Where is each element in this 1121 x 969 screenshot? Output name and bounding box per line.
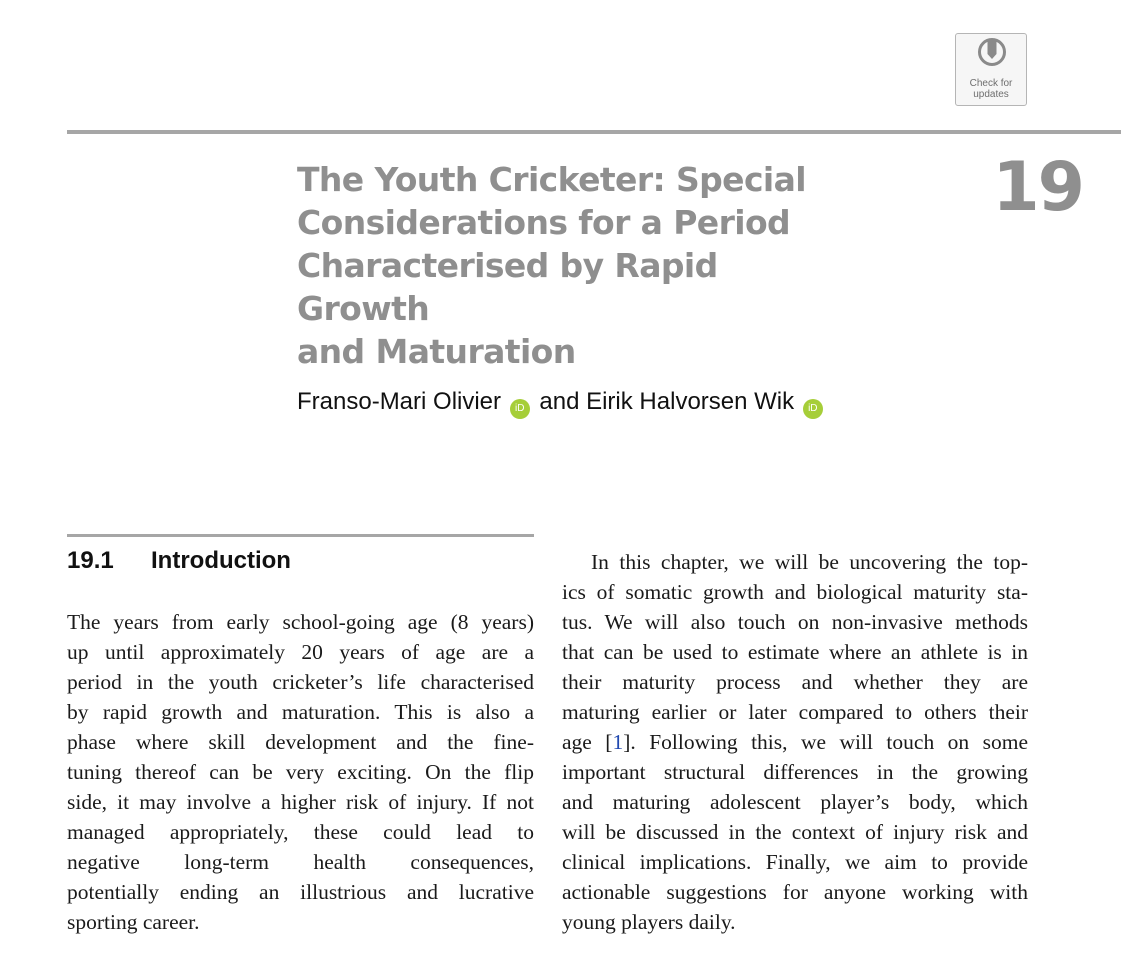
citation-link[interactable]: 1 bbox=[612, 730, 624, 754]
text-line: ics of somatic growth and biological maturity sta- bbox=[562, 580, 1028, 604]
text-line: tuning thereof can be very exciting. On the flip bbox=[67, 760, 534, 784]
header-rule bbox=[67, 130, 1121, 134]
orcid-icon[interactable]: iD bbox=[510, 399, 530, 419]
chapter-title-line: The Youth Cricketer: Special bbox=[297, 160, 807, 199]
text-line: actionable suggestions for anyone working with bbox=[562, 880, 1028, 904]
text-line: by rapid growth and maturation. This is also a bbox=[67, 700, 534, 724]
text-line: that can be used to estimate where an athlete is in bbox=[562, 640, 1028, 664]
author-connector: and bbox=[539, 388, 580, 415]
text-line: young players daily. bbox=[562, 910, 736, 934]
text-line: potentially ending an illustrious and lucrative bbox=[67, 880, 534, 904]
section-title: Introduction bbox=[151, 547, 291, 574]
text-line: sporting career. bbox=[67, 910, 200, 934]
chapter-title-line: and Maturation bbox=[297, 332, 576, 371]
section-rule bbox=[67, 534, 534, 537]
text-fragment: age [ bbox=[562, 730, 613, 754]
text-line: The years from early school-going age (8 years) bbox=[67, 610, 534, 634]
text-line: tus. We will also touch on non-invasive methods bbox=[562, 610, 1028, 634]
text-line: negative long-term health consequences, bbox=[67, 850, 534, 874]
check-for-updates-badge[interactable] bbox=[955, 33, 1027, 106]
text-line: clinical implications. Finally, we aim to provide bbox=[562, 850, 1028, 874]
author-name: Eirik Halvorsen Wik bbox=[586, 388, 795, 415]
text-line: will be discussed in the context of injury risk and bbox=[562, 820, 1028, 844]
section-heading bbox=[67, 544, 291, 578]
section-number: 19.1 bbox=[67, 547, 114, 574]
chapter-number: 19 bbox=[992, 148, 1083, 227]
text-line: side, it may involve a higher risk of injury. If not bbox=[67, 790, 534, 814]
text-fragment: ]. Following this, we will touch on some bbox=[623, 730, 1029, 754]
crossmark-icon bbox=[978, 38, 1006, 76]
text-line: In this chapter, we will be uncovering the top- bbox=[591, 550, 1028, 574]
author-name: Franso-Mari Olivier bbox=[297, 388, 502, 415]
badge-label bbox=[956, 78, 1026, 100]
chapter-title bbox=[297, 158, 857, 373]
text-line: period in the youth cricketer’s life characterised bbox=[67, 670, 534, 694]
badge-line-1: Check for bbox=[969, 78, 1013, 89]
text-line: phase where skill development and the fine- bbox=[67, 730, 534, 754]
chapter-overview-paragraph bbox=[562, 547, 1028, 937]
text-line: maturing earlier or later compared to others their bbox=[562, 700, 1028, 724]
text-line: important structural differences in the growing bbox=[562, 760, 1028, 784]
orcid-icon[interactable]: iD bbox=[803, 399, 823, 419]
chapter-title-line: Considerations for a Period bbox=[297, 203, 791, 242]
author-line bbox=[297, 386, 826, 419]
text-line: their maturity process and whether they are bbox=[562, 670, 1028, 694]
text-line: and maturing adolescent player’s body, which bbox=[562, 790, 1028, 814]
text-line-with-citation bbox=[562, 727, 1028, 757]
chapter-title-line: Characterised by Rapid Growth bbox=[297, 246, 718, 328]
intro-paragraph bbox=[67, 607, 534, 937]
text-line: up until approximately 20 years of age are a bbox=[67, 640, 534, 664]
text-line: managed appropriately, these could lead to bbox=[67, 820, 534, 844]
badge-line-2: updates bbox=[973, 89, 1009, 100]
